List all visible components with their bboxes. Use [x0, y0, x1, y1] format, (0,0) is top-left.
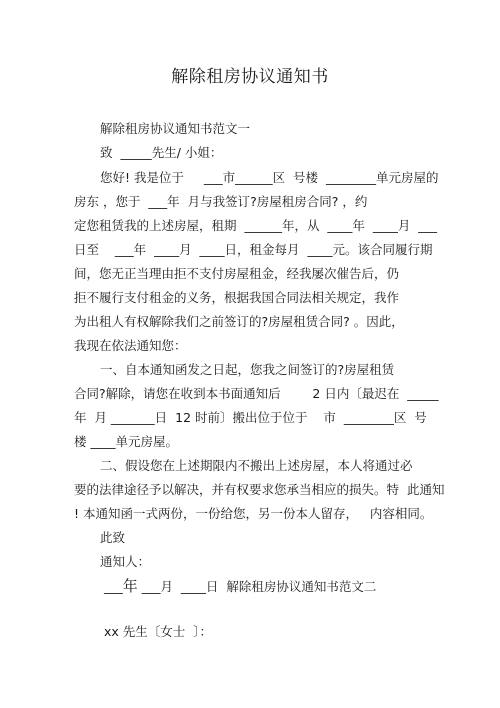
- date-rest: ___月 ____日 解除租房协议通知书范文二: [137, 579, 377, 594]
- body-line: 我现在依法通知您：: [74, 338, 187, 353]
- clause-two-line: ! 本通知函一式两份，一份给您，另一份本人留存， 内容相同。: [74, 506, 433, 521]
- clause-one-line: 年 月 _______日 12 时前〕搬出位于位于 市 ________区 号: [74, 410, 427, 425]
- body-line: 间，您无正当理由拒不支付房屋租金，经我屡次催告后，仍: [74, 266, 400, 281]
- clause-one-line: 楼 ____单元房屋。: [74, 434, 178, 449]
- body-line: 您好! 我是位于 ___市______区 号楼 ________单元房屋的: [100, 170, 439, 185]
- clause-two-line: 二、假设您在上述期限内不搬出上述房屋，本人将通过必: [100, 458, 413, 473]
- date-prefix: ___: [104, 579, 123, 594]
- body-line: 定您租赁我的上述房屋，租期 ______年，从 ____年 ____月 ___: [74, 218, 438, 233]
- body-line: 拒不履行支付租金的义务，根据我国合同法相关规定，我作: [74, 290, 400, 305]
- recipient-line: xx 先生〔女士 〕：: [104, 624, 212, 639]
- clause-two-line: 要的法律途径予以解决，并有权要求您承当相应的损失。特 此通知: [74, 482, 445, 497]
- body-line: 为出租人有权解除我们之前签订的?房屋租赁合同? 。因此，: [74, 314, 404, 329]
- subtitle-line: 解除租房协议通知书范文一: [100, 121, 251, 136]
- clause-one-line: 合同?解除，请您在收到本书面通知后 2 日内〔最迟在 _____: [74, 386, 439, 401]
- salutation-line: 致 _____先生/ 小姐：: [100, 145, 223, 160]
- clause-one-line: 一、自本通知函发之日起，您我之间签订的?房屋租赁: [100, 362, 395, 377]
- closing-line: 此致: [100, 530, 126, 545]
- notifier-line: 通知人：: [100, 554, 151, 569]
- document-title: 解除租房协议通知书: [171, 67, 329, 87]
- date-signature-line: [104, 578, 376, 595]
- body-line: 房东 ，您于 ___年 月与我签订?房屋租房合同? ，约: [74, 194, 368, 209]
- date-year-label: 年: [122, 577, 138, 595]
- body-line: 日至 ___年 ____月 ____日，租金每月 ____元。该合同履行期: [74, 242, 433, 257]
